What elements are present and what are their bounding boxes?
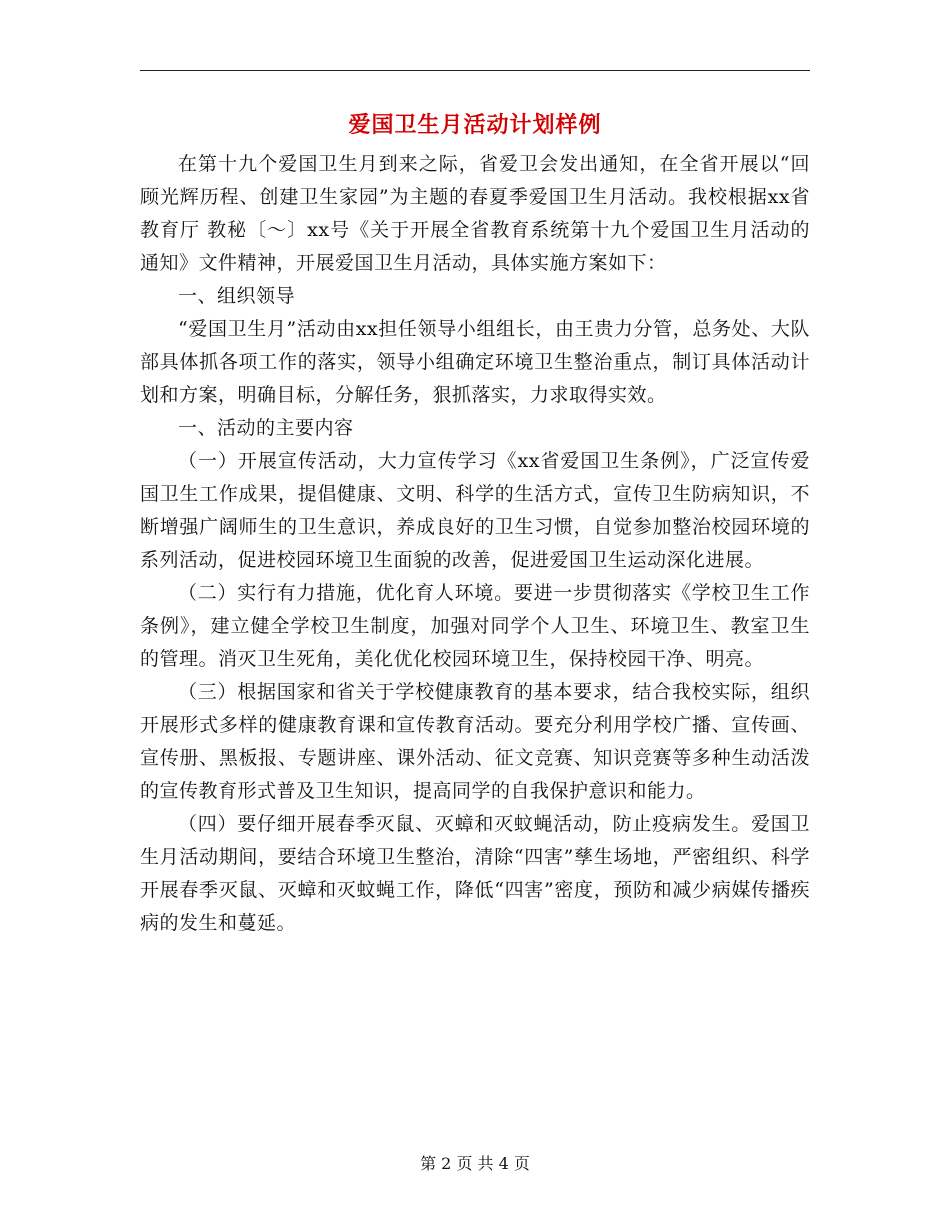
page-number-footer: 第 2 页 共 4 页 <box>420 1154 530 1173</box>
content-item-1: （一）开展宣传活动，大力宣传学习《xx省爱国卫生条例》，广泛宣传爱国卫生工作成果，提倡健康、文明、科学的生活方式，宣传卫生防病知识，不断增强广阔师生的卫生意识，养成良好的卫生习惯，自觉参加整治校园环境的系列活动，促进校园环境卫生面貌的改善，促进爱国卫生运动深化进展。 <box>140 450 810 571</box>
header-rule <box>140 70 810 71</box>
section-heading-organization: 一、组织领导 <box>178 285 296 307</box>
content-item-3: （三）根据国家和省关于学校健康教育的基本要求，结合我校实际，组织开展形式多样的健康教育课和宣传教育活动。要充分利用学校广播、宣传画、宣传册、黑板报、专题讲座、课外活动、征文竞赛、知识竞赛等多种生动活泼的宣传教育形式普及卫生知识，提高同学的自我保护意识和能力。 <box>140 681 810 802</box>
intro-paragraph: 在第十九个爱国卫生月到来之际，省爱卫会发出通知，在全省开展以“回顾光辉历程、创建卫生家园”为主题的春夏季爱国卫生月活动。我校根据xx省教育厅 教秘〔～〕xx号《关于开展全省教育系统第十九个爱国卫生月活动的通知》文件精神，开展爱国卫生月活动，具体实施方案如下： <box>140 153 810 274</box>
section-heading-content: 一、活动的主要内容 <box>178 417 354 439</box>
content-item-4: （四）要仔细开展春季灭鼠、灭蟑和灭蚊蝇活动，防止疫病发生。爱国卫生月活动期间，要结合环境卫生整治，清除“四害”孳生场地，严密组织、科学开展春季灭鼠、灭蟑和灭蚊蝇工作，降低“四害”密度，预防和减少病媒传播疾病的发生和蔓延。 <box>140 813 810 934</box>
document-title: 爱国卫生月活动计划样例 <box>348 112 602 138</box>
content-item-2: （二）实行有力措施，优化育人环境。要进一步贯彻落实《学校卫生工作条例》，建立健全学校卫生制度，加强对同学个人卫生、环境卫生、教室卫生的管理。消灭卫生死角，美化优化校园环境卫生，保持校园干净、明亮。 <box>140 582 810 670</box>
document-body <box>140 148 810 940</box>
organization-paragraph: “爱国卫生月”活动由xx担任领导小组组长，由王贵力分管，总务处、大队部具体抓各项工作的落实，领导小组确定环境卫生整治重点，制订具体活动计划和方案，明确目标，分解任务，狠抓落实，力求取得实效。 <box>140 318 810 406</box>
